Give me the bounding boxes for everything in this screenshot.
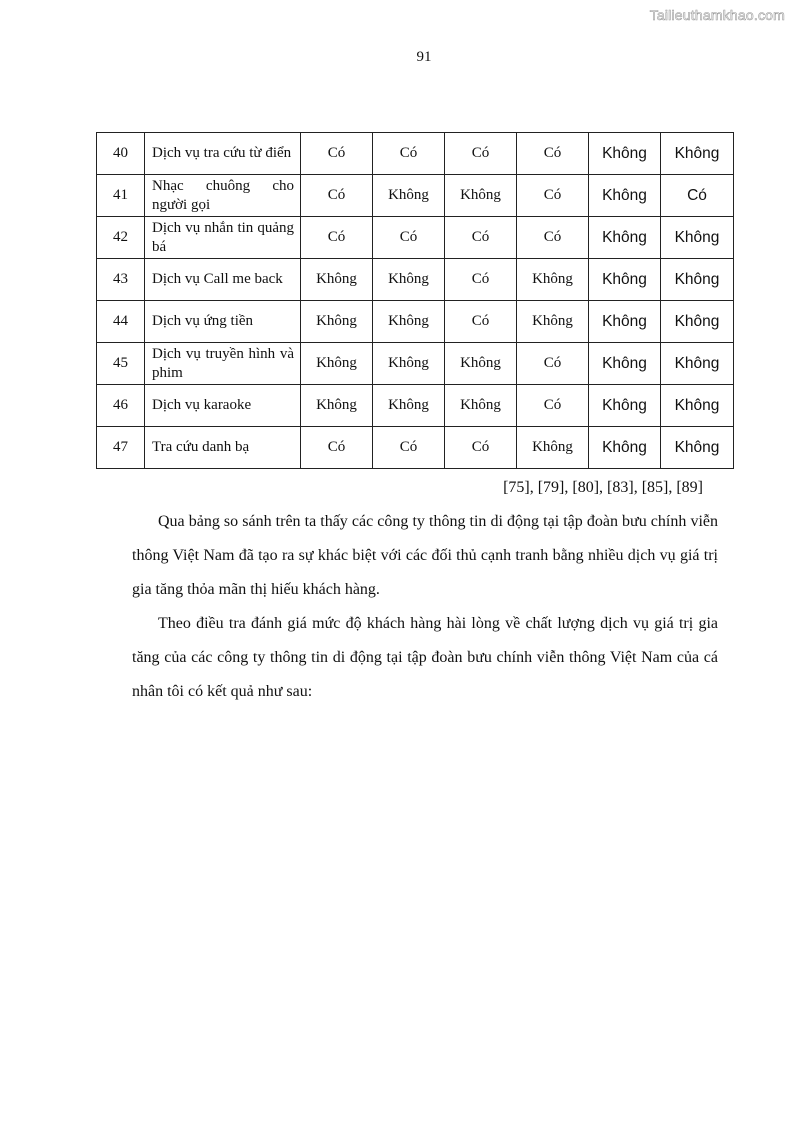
- table-cell: Không: [301, 385, 373, 427]
- row-number: 44: [97, 301, 145, 343]
- service-name: Dịch vụ truyền hình và phim: [145, 343, 301, 385]
- table-cell: Không: [373, 385, 445, 427]
- table-cell: Không: [517, 259, 589, 301]
- services-comparison-table: [96, 132, 734, 469]
- table-cell: Không: [373, 259, 445, 301]
- table-cell: Không: [661, 343, 734, 385]
- table-cell: Có: [373, 427, 445, 469]
- table-cell: Có: [517, 343, 589, 385]
- table-cell: Có: [517, 217, 589, 259]
- table-cell: Có: [301, 175, 373, 217]
- table-row: [97, 343, 734, 385]
- body-paragraph: Qua bảng so sánh trên ta thấy các công ty thông tin di động tại tập đoàn bưu chính viễn thông Việt Nam đã tạo ra sự khác biệt với các đối thủ cạnh tranh bằng nhiều dịch vụ giá trị gia tăng thỏa mãn thị hiếu khách hàng.: [132, 513, 718, 598]
- table-row: [97, 385, 734, 427]
- table-cell: Không: [373, 343, 445, 385]
- service-name: Dịch vụ nhắn tin quảng bá: [145, 217, 301, 259]
- service-name: Dịch vụ Call me back: [145, 259, 301, 301]
- table-cell: Không: [661, 259, 734, 301]
- table-row: [97, 175, 734, 217]
- table-cell: Không: [373, 301, 445, 343]
- service-name: Dịch vụ karaoke: [145, 385, 301, 427]
- table-cell: Có: [301, 427, 373, 469]
- service-name: Tra cứu danh bạ: [145, 427, 301, 469]
- table-cell: Có: [445, 259, 517, 301]
- table-cell: Không: [517, 301, 589, 343]
- table-cell: Có: [445, 133, 517, 175]
- service-name: Nhạc chuông cho người gọi: [145, 175, 301, 217]
- row-number: 42: [97, 217, 145, 259]
- table-cell: Không: [661, 427, 734, 469]
- service-name: Dịch vụ ứng tiền: [145, 301, 301, 343]
- row-number: 45: [97, 343, 145, 385]
- table-cell: Không: [445, 385, 517, 427]
- table-cell: Không: [661, 133, 734, 175]
- table-cell: Không: [589, 259, 661, 301]
- table-cell: Có: [445, 427, 517, 469]
- table-row: [97, 427, 734, 469]
- table-cell: Không: [517, 427, 589, 469]
- table-cell: Không: [589, 217, 661, 259]
- row-number: 47: [97, 427, 145, 469]
- table-cell: Không: [301, 343, 373, 385]
- table-row: [97, 217, 734, 259]
- table-cell: Không: [661, 301, 734, 343]
- table-cell: Không: [301, 259, 373, 301]
- table-cell: Không: [589, 301, 661, 343]
- table-cell: Không: [301, 301, 373, 343]
- table-cell: Có: [517, 385, 589, 427]
- table-row: [97, 133, 734, 175]
- table-cell: Không: [589, 175, 661, 217]
- body-paragraph: Theo điều tra đánh giá mức độ khách hàng hài lòng về chất lượng dịch vụ giá trị gia tăng của các công ty thông tin di động tại tập đoàn bưu chính viễn thông Việt Nam của cá nhân tôi có kết quả như sau:: [132, 615, 718, 700]
- table-cell: Có: [445, 301, 517, 343]
- table-cell: Có: [517, 175, 589, 217]
- table-cell: Có: [445, 217, 517, 259]
- table-cell: Có: [301, 217, 373, 259]
- table-cell: Có: [517, 133, 589, 175]
- table-cell: Không: [373, 175, 445, 217]
- table-cell: Có: [373, 217, 445, 259]
- table-references: [75], [79], [80], [83], [85], [89]: [503, 479, 703, 496]
- page-number: 91: [416, 49, 432, 65]
- table-cell: Có: [661, 175, 734, 217]
- table-cell: Không: [445, 175, 517, 217]
- table-cell: Không: [589, 133, 661, 175]
- row-number: 40: [97, 133, 145, 175]
- row-number: 43: [97, 259, 145, 301]
- table-cell: Không: [445, 343, 517, 385]
- table-cell: Không: [589, 343, 661, 385]
- row-number: 41: [97, 175, 145, 217]
- table-cell: Không: [589, 427, 661, 469]
- watermark-text: Tailieuthamkhao.com: [649, 7, 785, 23]
- table-row: [97, 259, 734, 301]
- table-cell: Không: [661, 385, 734, 427]
- table-cell: Không: [661, 217, 734, 259]
- service-name: Dịch vụ tra cứu từ điển: [145, 133, 301, 175]
- table-cell: Không: [589, 385, 661, 427]
- table-cell: Có: [301, 133, 373, 175]
- table-cell: Có: [373, 133, 445, 175]
- table-row: [97, 301, 734, 343]
- row-number: 46: [97, 385, 145, 427]
